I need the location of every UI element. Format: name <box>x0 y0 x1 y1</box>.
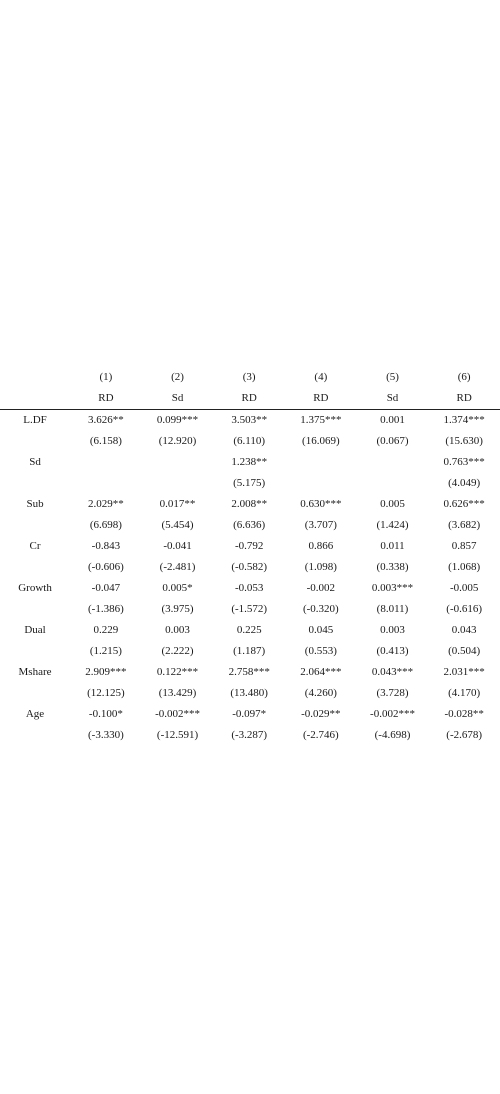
t-statistic-cell: (0.504) <box>448 645 481 657</box>
coefficient-cell: 2.064*** <box>300 666 342 678</box>
coefficient-cell <box>357 452 429 473</box>
coefficient-cell: 0.866 <box>308 540 334 552</box>
blank-cell <box>0 431 70 452</box>
coefficient-cell: -0.100* <box>88 708 123 720</box>
coefficient-cell: 0.045 <box>308 624 334 636</box>
coefficient-cell: 2.031*** <box>443 666 485 678</box>
coefficient-cell: -0.053 <box>234 582 264 594</box>
t-statistic-cell: (13.480) <box>230 687 268 699</box>
model-header: (3) <box>242 371 256 383</box>
t-statistic-cell: (-2.746) <box>302 729 339 741</box>
coefficient-cell: 0.001 <box>380 414 405 426</box>
blank-cell <box>0 725 70 746</box>
t-statistic-cell: (5.175) <box>233 477 266 489</box>
coefficient-cell: 0.099*** <box>156 414 199 426</box>
t-statistic-cell: (1.098) <box>304 561 337 573</box>
coefficient-cell: 0.043*** <box>371 666 414 678</box>
t-statistic-cell: (6.698) <box>89 519 122 531</box>
coefficient-cell: 0.225 <box>236 624 262 636</box>
table-row-coefficients <box>0 662 500 683</box>
t-statistic-cell: (16.069) <box>302 435 340 447</box>
t-statistic-cell: (5.454) <box>161 519 194 531</box>
t-statistic-cell: (13.429) <box>158 687 197 699</box>
coefficient-cell: 3.626** <box>88 414 124 426</box>
coefficient-cell: 2.008** <box>231 498 268 510</box>
coefficient-cell: -0.047 <box>91 582 121 594</box>
dependent-header: Sd <box>142 388 214 410</box>
variable-name: Cr <box>29 540 41 552</box>
t-statistic-cell: (-1.386) <box>88 603 124 615</box>
blank-cell <box>0 557 70 578</box>
t-statistic-cell: (-1.572) <box>231 603 268 615</box>
coefficient-cell: 0.122*** <box>156 666 199 678</box>
t-statistic-cell: (-0.606) <box>88 561 124 573</box>
dependent-variable-row <box>0 388 500 410</box>
coefficient-cell: 0.763*** <box>443 456 485 468</box>
table-row-t-statistics <box>0 557 500 578</box>
dependent-header: Sd <box>357 388 429 410</box>
coefficient-cell: -0.041 <box>163 540 192 552</box>
t-statistic-cell: (12.125) <box>87 687 125 699</box>
variable-name: Sd <box>29 456 41 468</box>
coefficient-cell: 0.003 <box>380 624 405 636</box>
t-statistic-cell: (15.630) <box>445 435 483 447</box>
t-statistic-cell: (0.413) <box>376 645 409 657</box>
t-statistic-cell: (3.707) <box>304 519 337 531</box>
t-statistic-cell: (4.049) <box>448 477 481 489</box>
corner-cell <box>0 388 70 410</box>
t-statistic-cell: (3.728) <box>376 687 409 699</box>
t-statistic-cell: (-2.678) <box>446 729 483 741</box>
t-statistic-cell: (0.553) <box>304 645 337 657</box>
coefficient-cell: 0.003 <box>165 624 190 636</box>
table-body <box>0 410 500 747</box>
coefficient-cell: 1.375*** <box>300 414 342 426</box>
coefficient-cell: -0.005 <box>449 582 479 594</box>
t-statistic-cell: (-0.616) <box>446 603 483 615</box>
variable-name: Mshare <box>18 666 52 678</box>
coefficient-cell <box>285 452 357 473</box>
coefficient-cell: 1.374*** <box>443 414 485 426</box>
variable-name: Sub <box>26 498 44 510</box>
coefficient-cell <box>142 452 214 473</box>
table-row-coefficients <box>0 536 500 557</box>
variable-name: Age <box>25 708 45 720</box>
table-row-t-statistics <box>0 725 500 746</box>
regression-table <box>0 366 500 746</box>
t-statistic-cell: (6.158) <box>89 435 122 447</box>
t-statistic-cell: (-3.287) <box>231 729 268 741</box>
coefficient-cell: 2.029** <box>88 498 124 510</box>
blank-cell <box>0 515 70 536</box>
t-statistic-cell <box>70 473 142 494</box>
variable-name: L.DF <box>23 414 47 426</box>
coefficient-cell: 3.503** <box>231 414 268 426</box>
coefficient-cell: -0.792 <box>234 540 264 552</box>
table-row-t-statistics <box>0 641 500 662</box>
dependent-header: RD <box>70 388 142 410</box>
t-statistic-cell <box>357 473 429 494</box>
table-row-coefficients <box>0 704 500 725</box>
coefficient-cell: -0.097* <box>232 708 267 720</box>
corner-cell <box>0 366 70 388</box>
table-row-t-statistics <box>0 431 500 452</box>
model-header: (1) <box>99 371 113 383</box>
table-row-coefficients <box>0 578 500 599</box>
coefficient-cell: 0.043 <box>451 624 477 636</box>
coefficient-cell: -0.002*** <box>370 708 415 720</box>
table-row-coefficients <box>0 620 500 641</box>
table-row-t-statistics <box>0 683 500 704</box>
coefficient-cell: 0.017** <box>159 498 196 510</box>
t-statistic-cell: (1.068) <box>448 561 481 573</box>
table-row-t-statistics <box>0 515 500 536</box>
t-statistic-cell: (8.011) <box>376 603 409 615</box>
t-statistic-cell: (3.682) <box>448 519 481 531</box>
t-statistic-cell <box>285 473 357 494</box>
coefficient-cell: -0.843 <box>91 540 121 552</box>
coefficient-cell: -0.029** <box>301 708 341 720</box>
blank-cell <box>0 599 70 620</box>
t-statistic-cell: (0.338) <box>376 561 409 573</box>
table-row-coefficients <box>0 410 500 432</box>
coefficient-cell: 0.005* <box>162 582 193 594</box>
t-statistic-cell <box>142 473 214 494</box>
t-statistic-cell: (0.067) <box>376 435 409 447</box>
coefficient-cell: 2.758*** <box>228 666 270 678</box>
coefficient-cell: 0.229 <box>93 624 119 636</box>
t-statistic-cell: (-0.582) <box>231 561 268 573</box>
t-statistic-cell: (1.187) <box>233 645 266 657</box>
t-statistic-cell: (6.636) <box>233 519 266 531</box>
t-statistic-cell: (2.222) <box>161 645 194 657</box>
coefficient-cell: -0.002*** <box>155 708 200 720</box>
model-number-row <box>0 366 500 388</box>
table-row-coefficients <box>0 452 500 473</box>
t-statistic-cell: (-3.330) <box>88 729 124 741</box>
table-row-t-statistics <box>0 473 500 494</box>
coefficient-cell: 0.626*** <box>443 498 485 510</box>
model-header: (4) <box>314 371 328 383</box>
t-statistic-cell: (-0.320) <box>302 603 339 615</box>
table-row-coefficients <box>0 494 500 515</box>
t-statistic-cell: (4.170) <box>448 687 481 699</box>
coefficient-cell: 0.003*** <box>371 582 414 594</box>
t-statistic-cell: (3.975) <box>161 603 194 615</box>
t-statistic-cell: (4.260) <box>304 687 337 699</box>
coefficient-cell <box>70 452 142 473</box>
variable-name: Growth <box>18 582 52 594</box>
dependent-header: RD <box>428 388 500 410</box>
coefficient-cell: 0.630*** <box>300 498 342 510</box>
blank-cell <box>0 473 70 494</box>
variable-name: Dual <box>24 624 46 636</box>
coefficient-cell: -0.028** <box>444 708 484 720</box>
coefficient-cell: 2.909*** <box>85 666 127 678</box>
t-statistic-cell: (-12.591) <box>156 729 199 741</box>
dependent-header: RD <box>213 388 285 410</box>
coefficient-cell: 1.238** <box>231 456 268 468</box>
t-statistic-cell: (1.215) <box>89 645 122 657</box>
coefficient-cell: 0.857 <box>451 540 477 552</box>
model-header: (2) <box>171 371 184 383</box>
t-statistic-cell: (-4.698) <box>374 729 411 741</box>
t-statistic-cell: (12.920) <box>158 435 197 447</box>
t-statistic-cell: (1.424) <box>376 519 409 531</box>
t-statistic-cell: (-2.481) <box>159 561 196 573</box>
model-header: (6) <box>457 371 471 383</box>
t-statistic-cell: (6.110) <box>233 435 266 447</box>
table-row-t-statistics <box>0 599 500 620</box>
coefficient-cell: 0.011 <box>380 540 405 552</box>
dependent-header: RD <box>285 388 357 410</box>
coefficient-cell: -0.002 <box>306 582 336 594</box>
blank-cell <box>0 641 70 662</box>
model-header: (5) <box>386 371 399 383</box>
coefficient-cell: 0.005 <box>380 498 405 510</box>
blank-cell <box>0 683 70 704</box>
